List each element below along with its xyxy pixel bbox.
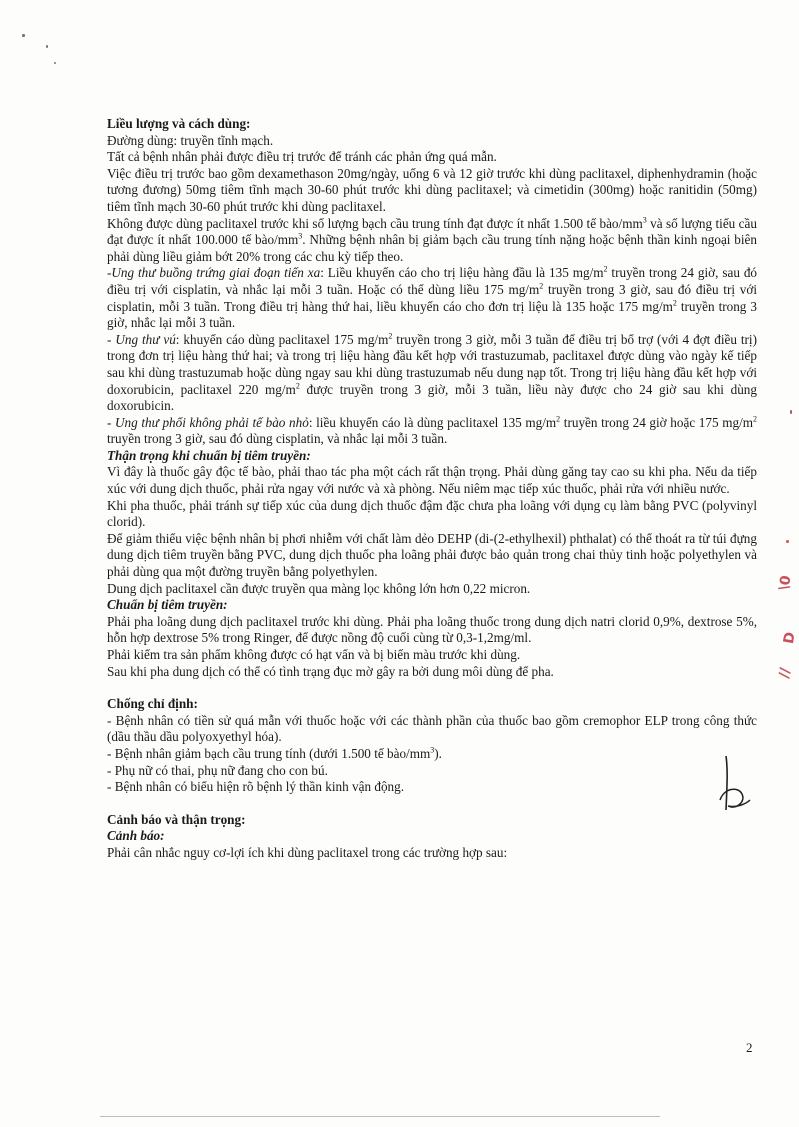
page-number: 2 bbox=[746, 1040, 753, 1055]
prep-heading: Chuẩn bị tiêm truyền: bbox=[107, 597, 228, 613]
warning-heading: Cảnh báo và thận trọng: bbox=[107, 811, 246, 827]
premed-requirement: Tất cả bệnh nhân phải được điều trị trước để tránh các phản ứng quá mẫn. bbox=[107, 149, 497, 165]
caution-paragraph-3: Để giảm thiểu việc bệnh nhân bị phơi nhiễm với chất làm dẻo DEHP (di-(2-ethylhexil) phthalat) có thể thoát ra từ túi đựng dung dịch tiêm truyền bằng PVC, dung dịch thuốc pha loãng phải được bảo quản trong chai thủy tinh hoặc polyethylen và phải dùng qua một đường truyền bằng polyethylen. bbox=[107, 530, 757, 580]
handwritten-initials bbox=[712, 752, 762, 822]
ovarian-paragraph: -Ung thư buồng trứng giai đoạn tiến xa: Liều khuyến cáo cho trị liệu hàng đầu là 135 $mg/m^2$ truyền trong 24 giờ, sau đó điều trị với cisplatin, và nhắc lại mỗi 3 tuần. Hoặc có thể dùng liều 175 $mg/m^2$ truyền trong 3 giờ, sau đó điều trị với cisplatin, mỗi 3 tuần. Trong điều trị hàng thứ hai, liều khuyến cáo cho đơn trị liệu là 135 hoặc 175 $mg/m^2$ truyền trong 3 giờ, nhắc lại mỗi 3 tuần. bbox=[107, 264, 758, 331]
contraindication-item-3: - Phụ nữ có thai, phụ nữ đang cho con bú. bbox=[107, 762, 328, 778]
scan-speck bbox=[46, 45, 48, 48]
contraindication-item-2: - Bệnh nhân giảm bạch cầu trung tính (dưới 1.500 tế bào/$mm^3$). bbox=[107, 745, 442, 761]
warning-subheading: Cảnh báo: bbox=[107, 828, 165, 844]
stamp-fragment: \0 bbox=[776, 574, 795, 592]
prep-paragraph-2: Phải kiểm tra sản phẩm không được có hạt vẩn và bị biến màu trước khi dùng. bbox=[107, 647, 521, 662]
scan-speck bbox=[790, 410, 792, 414]
prep-paragraph-3: Sau khi pha dung dịch có thể có tình trạng đục mờ gây ra bởi dung môi dùng để pha. bbox=[107, 663, 554, 679]
caution-paragraph-1: Vì đây là thuốc gây độc tế bào, phải thao tác pha một cách rất thận trọng. Phải dùng găng tay cao su khi pha. Nếu da tiếp xúc với dung dịch thuốc, phải rửa ngay với nước và xà phòng. Nếu niêm mạc tiếp xúc thuốc, phải rửa với nhiều nước. bbox=[107, 464, 757, 497]
stamp-fragment: D bbox=[780, 630, 799, 646]
neutrophil-paragraph: Không được dùng paclitaxel trước khi số lượng bạch cầu trung tính đạt được ít nhất 1.500 tế bào/$mm^3$ và số lượng tiểu cầu đạt được ít nhất 100.000 tế bào/$mm^3$. Những bệnh nhân bị giảm bạch cầu trung tính nặng hoặc bệnh thần kinh ngoại biên phải dùng liều giảm bớt 20% trong các chu kỳ tiếp theo. bbox=[107, 215, 757, 264]
lung-paragraph: - Ung thư phổi không phải tế bào nhỏ: liều khuyến cáo là dùng paclitaxel 135 $mg/m^2$ truyền trong 24 giờ hoặc 175 $mg/m^2$ truyền trong 3 giờ, sau đó dùng cisplatin, và nhắc lại mỗi 3 tuần. bbox=[107, 414, 757, 447]
scan-speck bbox=[54, 62, 56, 64]
contraindication-heading: Chống chỉ định: bbox=[107, 696, 198, 712]
stamp-fragment: // bbox=[776, 666, 794, 680]
dosage-heading: Liều lượng và cách dùng: bbox=[107, 116, 251, 131]
warning-paragraph: Phải cân nhắc nguy cơ-lợi ích khi dùng paclitaxel trong các trường hợp sau: bbox=[107, 844, 508, 860]
caution-paragraph-2: Khi pha thuốc, phải tránh sự tiếp xúc của dung dịch thuốc đậm đặc chưa pha loãng với dụng cụ làm bằng PVC (polyvinyl clorid). bbox=[107, 497, 757, 530]
scan-edge-line bbox=[100, 1116, 660, 1117]
scan-speck bbox=[786, 540, 789, 543]
route-paragraph: Đường dùng: truyền tĩnh mạch. bbox=[107, 132, 274, 148]
premed-paragraph: Việc điều trị trước bao gồm dexamethason 20mg/ngày, uống 6 và 12 giờ trước khi dùng paclitaxel, diphenhydramin (hoặc tương đương) 50mg tiêm tĩnh mạch 30-60 phút trước khi dùng paclitaxel; và cimetidin (300mg) hoặc ranitidin (50mg) tiêm tĩnh mạch 30-60 phút trước khi dùng paclitaxel. bbox=[107, 165, 757, 214]
scan-speck bbox=[22, 34, 25, 37]
contraindication-item-4: - Bệnh nhân có biểu hiện rõ bệnh lý thần kinh vận động. bbox=[107, 779, 405, 795]
document-body bbox=[107, 116, 757, 862]
caution-heading: Thận trọng khi chuẩn bị tiêm truyền: bbox=[107, 447, 311, 463]
caution-paragraph-4: Dung dịch paclitaxel cần được truyền qua màng lọc không lớn hơn 0,22 micron. bbox=[107, 580, 531, 596]
prep-paragraph-1: Phải pha loãng dung dịch paclitaxel trước khi dùng. Phải pha loãng thuốc trong dung dịch natri clorid 0,9%, dextrose 5%, hỗn hợp dextrose 5% trong Ringer, để được nồng độ cuối cùng từ 0,3-1,2mg/ml. bbox=[107, 613, 757, 646]
contraindication-item-1: - Bệnh nhân có tiền sử quá mẫn với thuốc hoặc với các thành phần của thuốc bao gồm cremophor ELP trong công thức (dầu thầu dầu polyoxyethyl hóa). bbox=[107, 712, 757, 745]
breast-paragraph: - Ung thư vú: khuyến cáo dùng paclitaxel 175 $mg/m^2$ truyền trong 3 giờ, mỗi 3 tuần để điều trị bổ trợ (với 4 đợt điều trị) trong đơn trị liệu hàng thứ hai; và trong trị liệu hàng đầu kết hợp với trastuzumab, paclitaxel được dùng vào ngày kế tiếp sau khi dùng trastuzumab hoặc dùng ngay sau khi dùng trastuzumab nếu dung nạp tốt. Trong trị liệu hàng đầu kết hợp với doxorubicin, paclitaxel 220 $mg/m^2$ được truyền trong 3 giờ, mỗi 3 tuần, liều này được cho 24 giờ sau khi dùng doxorubicin. bbox=[107, 331, 757, 414]
